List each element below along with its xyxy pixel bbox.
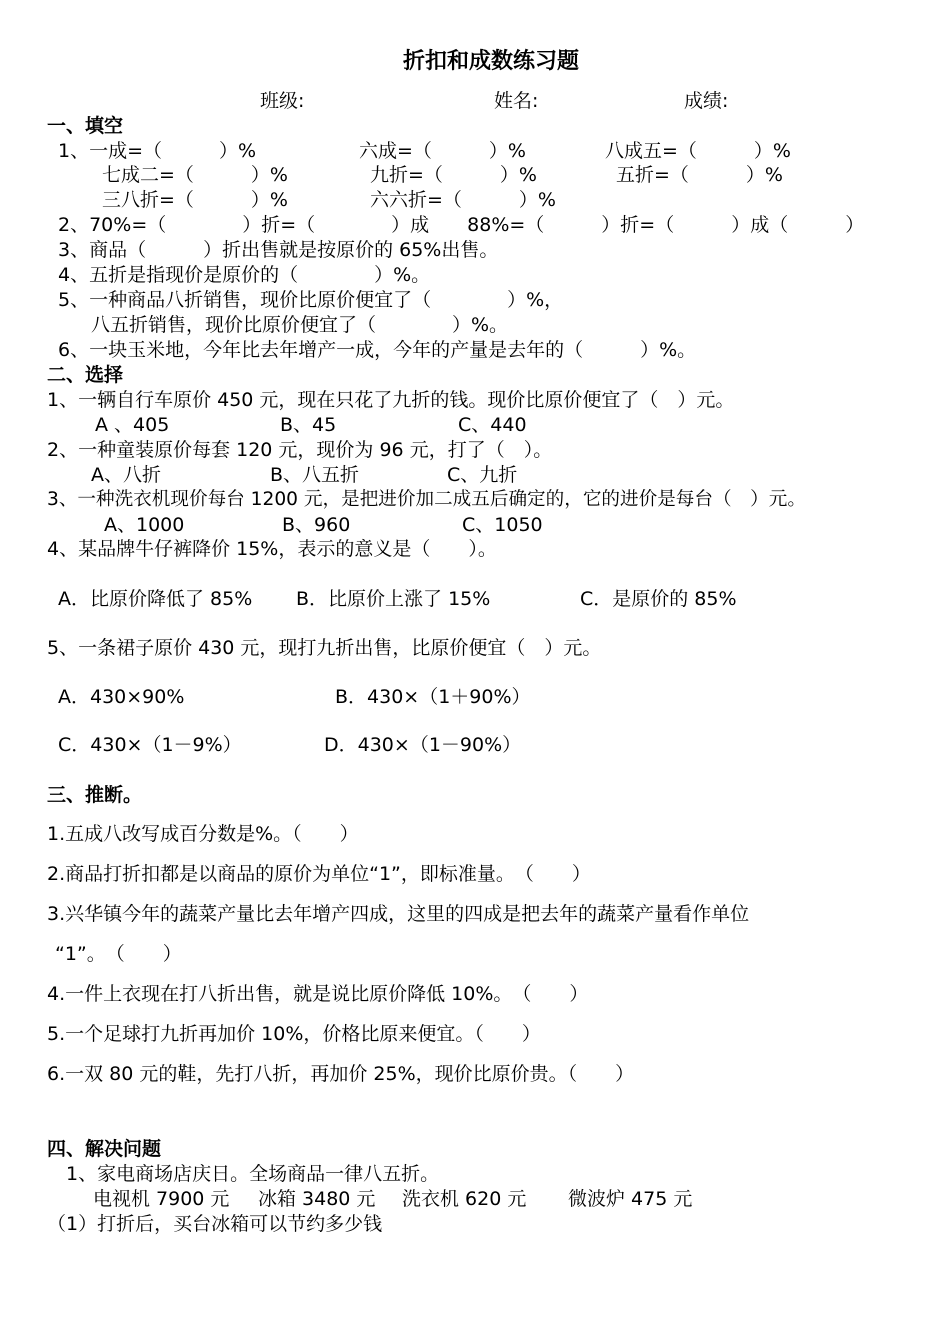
s4-price-microwave: 微波炉 475 元: [568, 1188, 693, 1210]
s3-item-5: 5.一个足球打九折再加价 10%，价格比原来便宜。（ ）: [47, 1023, 541, 1045]
s2-q5: 5、一条裙子原价 430 元，现打九折出售，比原价便宜（ ）元。: [47, 637, 602, 659]
s4-price-fridge: 冰箱 3480 元: [258, 1188, 376, 1210]
s2-q5-opt-a: A．430×90%: [58, 686, 185, 708]
page-title: 折扣和成数练习题: [403, 49, 580, 74]
s1-q1-b: 六成=（ ）%: [359, 140, 526, 162]
s1-q1-g: 三八折=（ ）%: [102, 189, 288, 211]
s2-q3-opt-b: B、960: [282, 514, 351, 536]
s2-q4-opt-a: A．比原价降低了 85%: [58, 588, 253, 610]
s3-item-3: 3.兴华镇今年的蔬菜产量比去年增产四成，这里的四成是把去年的蔬菜产量看作单位: [47, 903, 750, 925]
section2-heading: 二、选择: [47, 364, 124, 386]
s2-q5-opt-b: B．430×（1＋90%）: [335, 686, 531, 708]
s3-item-6: 6.一双 80 元的鞋，先打八折，再加价 25%，现价比原价贵。（ ）: [47, 1063, 635, 1085]
s1-q6: 6、一块玉米地，今年比去年增产一成，今年的产量是去年的（ ）%。: [58, 339, 697, 361]
s2-q2-opt-b: B、八五折: [270, 464, 360, 486]
s3-item-2: 2.商品打折扣都是以商品的原价为单位“1”，即标准量。 （ ）: [47, 863, 591, 885]
section3-heading: 三、推断。: [47, 784, 143, 806]
s2-q4-opt-b: B．比原价上涨了 15%: [296, 588, 491, 610]
s1-q3: 3、商品（ ）折出售就是按原价的 65%出售。: [58, 239, 499, 261]
s2-q1-opt-c: C、440: [458, 414, 527, 436]
s2-q2-opt-c: C、九折: [447, 464, 518, 486]
s4-price-tv: 电视机 7900 元: [93, 1188, 230, 1210]
s2-q5-opt-d: D．430×（1－90%）: [324, 734, 522, 756]
s3-item-3-cont: “1”。 （ ）: [55, 943, 182, 965]
s2-q5-opt-c: C．430×（1－9%）: [58, 734, 242, 756]
s1-q1-h: 六六折=（ ）%: [370, 189, 556, 211]
s2-q3-opt-c: C、1050: [462, 514, 543, 536]
s2-q4-opt-c: C．是原价的 85%: [580, 588, 737, 610]
s2-q1: 1、一辆自行车原价 450 元，现在只花了九折的钱。现价比原价便宜了（ ）元。: [47, 389, 735, 411]
s1-q1-a: 1、一成=（ ）%: [58, 140, 257, 162]
s2-q2-opt-a: A、八折: [91, 464, 161, 486]
s1-q1-e: 九折=（ ）%: [370, 164, 537, 186]
s4-q1: 1、家电商场店庆日。全场商品一律八五折。: [66, 1163, 440, 1185]
s2-q4: 4、某品牌牛仔裤降价 15%，表示的意义是（ ）。: [47, 538, 497, 560]
s3-item-4: 4.一件上衣现在打八折出售，就是说比原价降低 10%。 （ ）: [47, 983, 589, 1005]
name-label: 姓名:: [494, 90, 539, 112]
s1-q1-d: 七成二=（ ）%: [102, 164, 288, 186]
s3-item-1: 1.五成八改写成百分数是%。（ ）: [47, 823, 359, 845]
s4-sub1: （1）打折后，买台冰箱可以节约多少钱: [47, 1213, 383, 1235]
s1-q5a: 5、一种商品八折销售，现价比原价便宜了（ ）%，: [58, 289, 564, 311]
s2-q1-opt-a: A 、405: [95, 414, 170, 436]
s1-q1-c: 八成五=（ ）%: [605, 140, 791, 162]
section1-heading: 一、填空: [47, 115, 124, 137]
class-label: 班级:: [260, 90, 305, 112]
s1-q1-f: 五折=（ ）%: [616, 164, 783, 186]
s1-q4: 4、五折是指现价是原价的（ ）%。: [58, 264, 431, 286]
s1-q5b: 八五折销售，现价比原价便宜了（ ）%。: [91, 314, 509, 336]
s2-q3: 3、一种洗衣机现价每台 1200 元，是把进价加二成五后确定的，它的进价是每台（ ）元。: [47, 489, 806, 510]
s2-q1-opt-b: B、45: [280, 414, 337, 436]
section4-heading: 四、解决问题: [47, 1138, 162, 1160]
s2-q3-opt-a: A、1000: [104, 514, 185, 536]
score-label: 成绩:: [684, 90, 729, 112]
s4-price-washer: 洗衣机 620 元: [402, 1188, 527, 1210]
s2-q2: 2、一种童装原价每套 120 元，现价为 96 元，打了（ ）。: [47, 439, 553, 461]
s1-q2: 2、70%=（ ）折=（ ）成 88%=（ ）折=（ ）成（ ）: [58, 214, 865, 236]
